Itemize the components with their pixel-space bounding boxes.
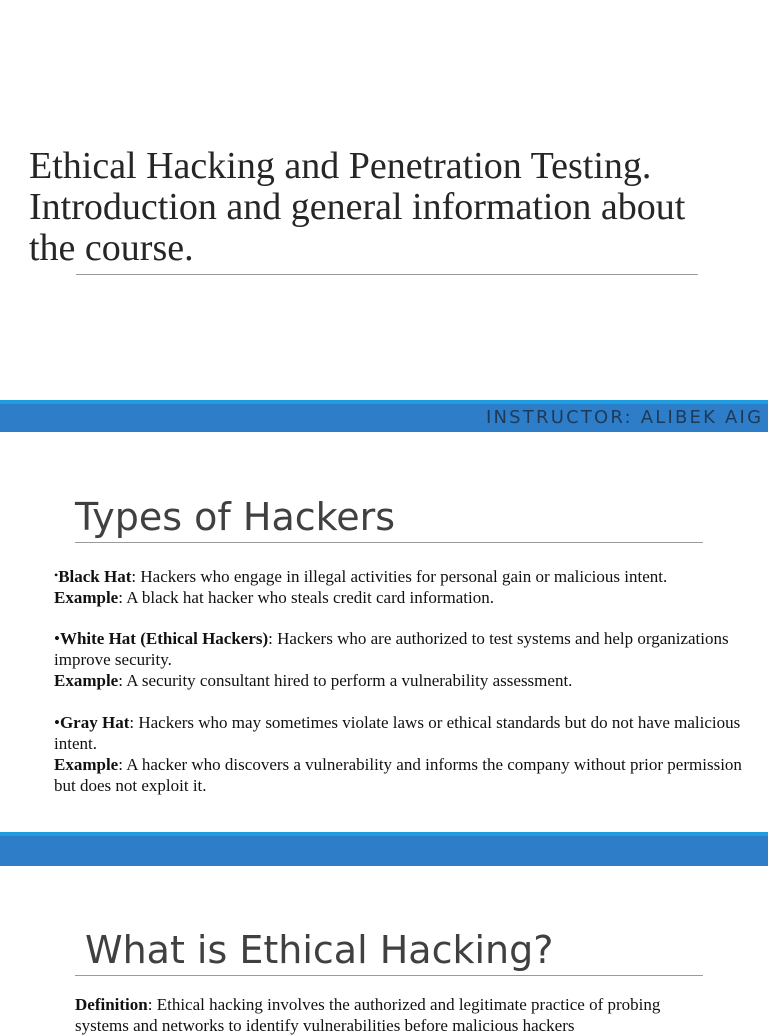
hacker-type-description: : Hackers who engage in illegal activities for personal gain or malicious intent. bbox=[131, 567, 668, 586]
hacker-type-term: Gray Hat bbox=[59, 713, 130, 732]
hacker-type-definition bbox=[54, 628, 754, 670]
ethical-hacking-slide bbox=[0, 866, 768, 1035]
hacker-type-example bbox=[54, 670, 754, 691]
definition-paragraph bbox=[75, 994, 715, 1036]
bullet-marker: • bbox=[54, 568, 59, 582]
section-heading-types-of-hackers: Types of Hackers bbox=[75, 495, 396, 539]
section-heading-what-is-ethical-hacking: What is Ethical Hacking? bbox=[85, 928, 554, 972]
hacker-type-definition bbox=[54, 712, 754, 754]
course-title-line-3: the course. bbox=[29, 227, 194, 269]
hacker-type-gray-hat bbox=[54, 712, 754, 796]
hacker-type-description: : Hackers who are authorized to test systems and help organizations improve security. bbox=[54, 629, 729, 669]
hacker-type-term: Black Hat bbox=[58, 567, 132, 586]
heading-divider bbox=[75, 542, 703, 543]
instructor-label: INSTRUCTOR: ALIBEK AIG bbox=[486, 407, 764, 428]
example-label: Example bbox=[54, 755, 119, 774]
example-label: Example bbox=[54, 671, 119, 690]
slide-separator-band bbox=[0, 832, 768, 866]
hacker-type-white-hat bbox=[54, 628, 754, 691]
instructor-band bbox=[0, 400, 768, 432]
definition-label: Definition bbox=[75, 995, 148, 1014]
hacker-type-description: : Hackers who may sometimes violate laws or ethical standards but do not have malicious intent. bbox=[54, 713, 741, 753]
course-title-line-2: Introduction and general information about bbox=[29, 186, 686, 228]
heading-divider bbox=[75, 975, 703, 976]
hacker-type-definition bbox=[54, 565, 754, 587]
example-text: : A security consultant hired to perform a vulnerability assessment. bbox=[118, 671, 573, 690]
definition-body: : Ethical hacking involves the authorized and legitimate practice of probing systems and networks to identify vulnerabilities before malicious hackers bbox=[75, 995, 661, 1035]
hacker-type-example bbox=[54, 754, 754, 796]
course-title-line-1: Ethical Hacking and Penetration Testing. bbox=[29, 145, 652, 187]
course-title bbox=[29, 146, 749, 269]
example-text: : A black hat hacker who steals credit card information. bbox=[118, 588, 494, 607]
hacker-type-term: White Hat (Ethical Hackers) bbox=[59, 629, 269, 648]
hacker-type-black-hat bbox=[54, 565, 754, 608]
bullet-marker: • bbox=[54, 713, 60, 732]
definition-text bbox=[75, 994, 715, 1036]
example-text: : A hacker who discovers a vulnerability and informs the company without prior permission but does not exploit it. bbox=[54, 755, 742, 795]
example-label: Example bbox=[54, 588, 119, 607]
title-slide bbox=[0, 0, 768, 400]
title-divider bbox=[76, 274, 698, 275]
types-of-hackers-slide bbox=[0, 432, 768, 832]
hacker-type-example bbox=[54, 587, 754, 608]
bullet-marker: • bbox=[54, 629, 60, 648]
